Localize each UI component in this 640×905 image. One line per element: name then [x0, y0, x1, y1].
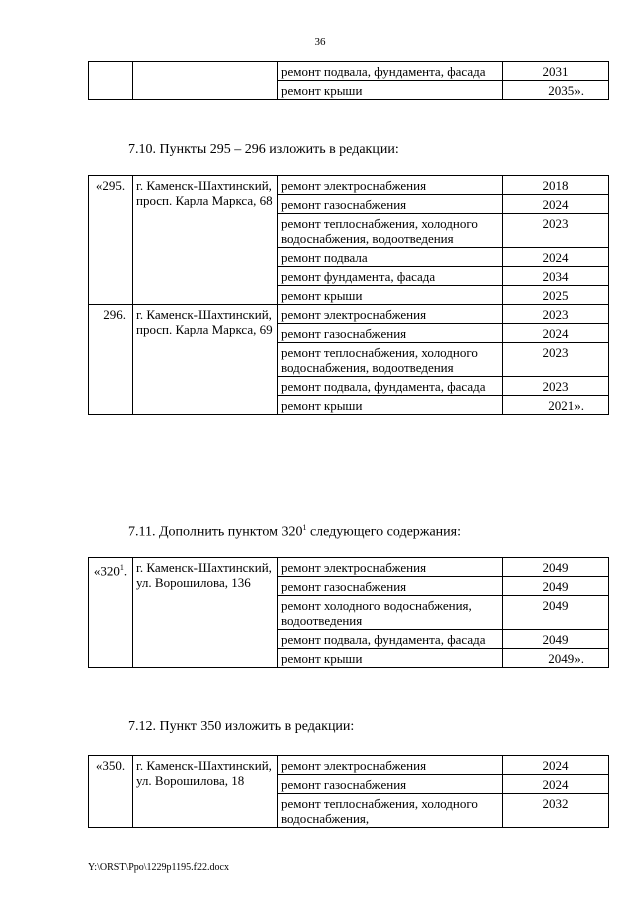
address-cell: г. Каменск-Шахтинский, просп. Карла Маркса, 68 [133, 176, 278, 305]
year-cell: 2024 [503, 248, 609, 267]
heading-7-12: 7.12. Пункт 350 изложить в редакции: [128, 719, 355, 734]
number-cell [89, 62, 133, 100]
footer-file-path: Y:\ORST\Ppo\1229p1195.f22.docx [88, 862, 229, 873]
work-cell: ремонт газоснабжения [278, 324, 503, 343]
table-row [89, 558, 609, 577]
work-cell: ремонт газоснабжения [278, 577, 503, 596]
work-cell: ремонт газоснабжения [278, 775, 503, 794]
work-cell: ремонт теплоснабжения, холодного водоснабжения, [278, 794, 503, 828]
work-cell: ремонт теплоснабжения, холодного водоснабжения, водоотведения [278, 343, 503, 377]
work-cell: ремонт электроснабжения [278, 176, 503, 195]
year-cell: 2049». [503, 649, 609, 668]
year-cell: 2049 [503, 596, 609, 630]
table-continuation [88, 61, 609, 100]
work-cell: ремонт фундамента, фасада [278, 267, 503, 286]
heading-7-11-suffix: следующего содержания: [306, 524, 461, 540]
number-sup: 1 [119, 563, 124, 572]
table-7-12 [88, 755, 609, 828]
heading-7-10: 7.10. Пункты 295 – 296 изложить в редакции: [128, 142, 399, 157]
heading-7-11 [128, 523, 461, 541]
table-row [89, 305, 609, 324]
work-cell: ремонт газоснабжения [278, 195, 503, 214]
year-cell: 2031 [503, 62, 609, 81]
year-cell: 2025 [503, 286, 609, 305]
work-cell: ремонт крыши [278, 649, 503, 668]
work-cell: ремонт холодного водоснабжения, водоотведения [278, 596, 503, 630]
page-number: 36 [314, 36, 326, 48]
table-row [89, 756, 609, 775]
work-cell: ремонт электроснабжения [278, 558, 503, 577]
heading-7-11-sup: 1 [302, 523, 307, 532]
year-cell: 2034 [503, 267, 609, 286]
work-cell: ремонт крыши [278, 396, 503, 415]
year-cell: 2023 [503, 214, 609, 248]
work-cell: ремонт крыши [278, 81, 503, 100]
table-7-10 [88, 175, 609, 415]
year-cell: 2049 [503, 577, 609, 596]
year-cell: 2024 [503, 195, 609, 214]
work-cell: ремонт электроснабжения [278, 756, 503, 775]
work-cell: ремонт подвала [278, 248, 503, 267]
work-cell: ремонт подвала, фундамента, фасада [278, 630, 503, 649]
year-cell: 2024 [503, 775, 609, 794]
table-row [89, 176, 609, 195]
work-cell: ремонт крыши [278, 286, 503, 305]
table-row [89, 62, 609, 81]
year-cell: 2024 [503, 756, 609, 775]
year-cell: 2023 [503, 343, 609, 377]
address-cell: г. Каменск-Шахтинский, ул. Ворошилова, 136 [133, 558, 278, 668]
work-cell: ремонт подвала, фундамента, фасада [278, 377, 503, 396]
year-cell: 2032 [503, 794, 609, 828]
number-cell: «350. [89, 756, 133, 828]
address-cell [133, 62, 278, 100]
address-cell: г. Каменск-Шахтинский, просп. Карла Маркса, 69 [133, 305, 278, 415]
year-cell: 2049 [503, 558, 609, 577]
year-cell: 2035». [503, 81, 609, 100]
year-cell: 2023 [503, 377, 609, 396]
number-suffix: . [123, 563, 128, 579]
work-cell: ремонт подвала, фундамента, фасада [278, 62, 503, 81]
work-cell: ремонт электроснабжения [278, 305, 503, 324]
work-cell: ремонт теплоснабжения, холодного водоснабжения, водоотведения [278, 214, 503, 248]
heading-7-11-text: 7.11. Дополнить пунктом 320 [128, 524, 303, 540]
year-cell: 2023 [503, 305, 609, 324]
number-text: «320 [93, 563, 120, 579]
year-cell: 2018 [503, 176, 609, 195]
number-cell: «295. [89, 176, 133, 305]
year-cell: 2024 [503, 324, 609, 343]
address-cell: г. Каменск-Шахтинский, ул. Ворошилова, 18 [133, 756, 278, 828]
number-cell [89, 558, 133, 668]
year-cell: 2021». [503, 396, 609, 415]
year-cell: 2049 [503, 630, 609, 649]
number-cell: 296. [89, 305, 133, 415]
table-7-11 [88, 557, 609, 668]
